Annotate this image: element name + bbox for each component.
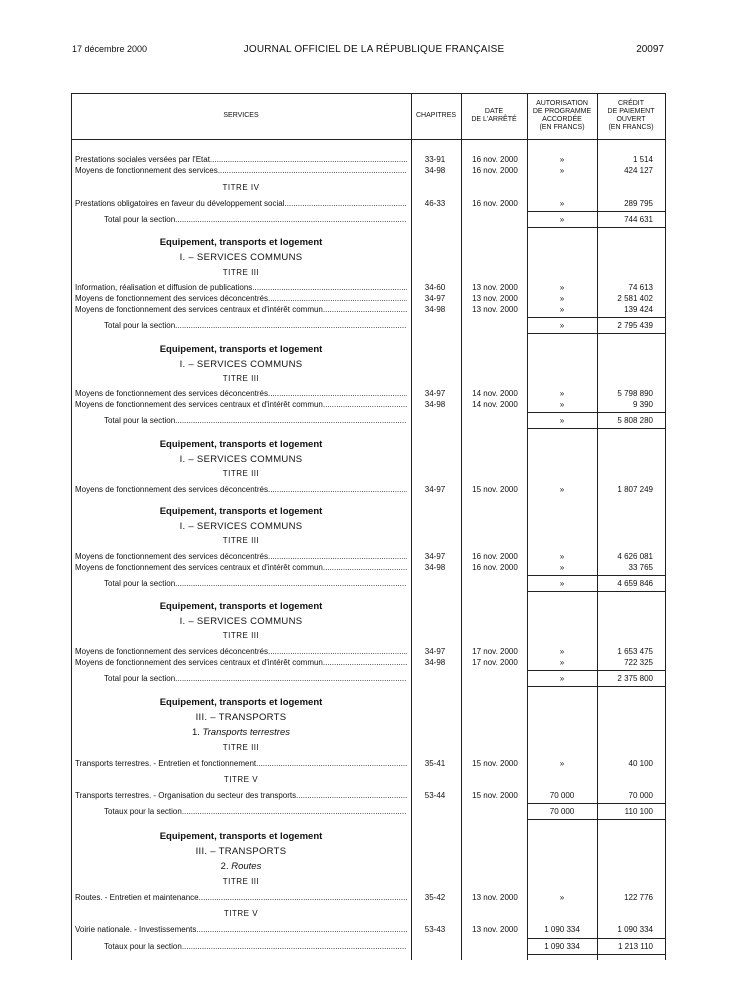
total-rule	[527, 412, 666, 413]
credit-cell: 1 514	[632, 155, 653, 164]
date-cell: 16 nov. 2000	[472, 199, 518, 208]
date-cell: 13 nov. 2000	[472, 305, 518, 314]
total-rule	[527, 803, 666, 804]
service-label: Information, réalisation et diffusion de publications .....	[75, 283, 407, 293]
chapitre-cell: 34-97	[424, 294, 446, 303]
date-cell: 16 nov. 2000	[472, 155, 518, 164]
journal-title: JOURNAL OFFICIEL DE LA RÉPUBLIQUE FRANÇAISE	[243, 44, 505, 55]
total-rule	[527, 575, 666, 576]
chapitre-cell: 35-42	[424, 893, 446, 902]
section-heading: Equipement, transports et logement	[159, 439, 323, 450]
service-label: Moyens de fonctionnement des services centraux et d'intérêt commun .....	[75, 400, 407, 410]
credit-cell: 2 581 402	[617, 294, 653, 303]
credit-cell: 5 808 280	[617, 416, 653, 425]
titre-label: TITRE III	[222, 536, 260, 545]
col-header-chapitres: CHAPITRES	[415, 112, 457, 119]
titre-label: TITRE III	[222, 743, 260, 752]
total-rule	[527, 317, 666, 318]
appropriations-table	[71, 93, 666, 960]
credit-cell: 1 653 475	[617, 647, 653, 656]
service-label: Moyens de fonctionnement des services .....	[75, 166, 407, 176]
autorisation-cell: 1 090 334	[544, 942, 580, 951]
total-label: Total pour la section .....	[104, 416, 407, 426]
autorisation-cell: »	[559, 389, 565, 398]
credit-cell: 722 325	[624, 658, 653, 667]
service-label: Moyens de fonctionnement des services centraux et d'intérêt commun .....	[75, 305, 407, 315]
titre-label: TITRE V	[223, 909, 259, 918]
section-sub-subheading	[71, 861, 411, 873]
total-label: Total pour la section .....	[104, 674, 407, 684]
credit-cell: 1 090 334	[617, 925, 653, 934]
chapitre-cell: 34-98	[424, 563, 446, 572]
service-label: Transports terrestres. - Entretien et fonctionnement .....	[75, 759, 407, 769]
credit-cell: 139 424	[624, 305, 653, 314]
date-cell: 14 nov. 2000	[472, 389, 518, 398]
subheading-text: Routes	[231, 861, 262, 872]
credit-cell: 1 807 249	[617, 485, 653, 494]
credit-cell: 40 100	[628, 759, 653, 768]
credit-cell: 70 000	[628, 791, 653, 800]
credit-cell: 74 613	[628, 283, 653, 292]
chapitre-cell: 46-33	[424, 199, 446, 208]
total-label: Total pour la section .....	[104, 579, 407, 589]
date-cell: 17 nov. 2000	[472, 658, 518, 667]
total-label: Totaux pour la section .....	[104, 942, 407, 952]
table-row	[71, 893, 666, 903]
titre-label: TITRE V	[223, 775, 259, 784]
total-row	[71, 416, 666, 426]
titre-label: TITRE III	[222, 631, 260, 640]
autorisation-cell: »	[559, 321, 565, 330]
date-cell: 16 nov. 2000	[472, 563, 518, 572]
total-rule	[527, 591, 666, 592]
date-cell: 14 nov. 2000	[472, 400, 518, 409]
titre-label: TITRE III	[222, 268, 260, 277]
total-rule	[527, 938, 666, 939]
table-row	[71, 294, 666, 304]
chapitre-cell: 34-98	[424, 400, 446, 409]
total-rule	[527, 686, 666, 687]
titre-label: TITRE III	[222, 469, 260, 478]
section-heading: Equipement, transports et logement	[159, 506, 323, 517]
credit-cell: 33 765	[628, 563, 653, 572]
table-row	[71, 658, 666, 668]
credit-cell: 5 798 890	[617, 389, 653, 398]
table-row	[71, 283, 666, 293]
date-cell: 13 nov. 2000	[472, 294, 518, 303]
chapitre-cell: 34-97	[424, 647, 446, 656]
chapitre-cell: 34-98	[424, 658, 446, 667]
section-heading: Equipement, transports et logement	[159, 697, 323, 708]
service-label: Voirie nationale. - Investissements .....	[75, 925, 407, 935]
section-heading: Equipement, transports et logement	[159, 344, 323, 355]
credit-cell: 289 795	[624, 199, 653, 208]
date-cell: 13 nov. 2000	[472, 925, 518, 934]
table-row	[71, 759, 666, 769]
credit-cell: 2 795 439	[617, 321, 653, 330]
chapitre-cell: 33-91	[424, 155, 446, 164]
date-cell: 15 nov. 2000	[472, 791, 518, 800]
credit-cell: 744 631	[624, 215, 653, 224]
credit-cell: 2 375 800	[617, 674, 653, 683]
titre-label: TITRE III	[222, 877, 260, 886]
credit-cell: 424 127	[624, 166, 653, 175]
section-subheading: III. – TRANSPORTS	[195, 846, 287, 857]
table-row	[71, 389, 666, 399]
table-row	[71, 791, 666, 801]
autorisation-cell: 70 000	[549, 807, 575, 816]
service-label: Moyens de fonctionnement des services déconcentrés .....	[75, 647, 407, 657]
autorisation-cell: 1 090 334	[544, 925, 580, 934]
table-row	[71, 305, 666, 315]
chapitre-cell: 34-97	[424, 389, 446, 398]
credit-cell: 110 100	[624, 807, 653, 816]
autorisation-cell: »	[559, 283, 565, 292]
total-rule	[527, 954, 666, 955]
service-label: Moyens de fonctionnement des services déconcentrés .....	[75, 552, 407, 562]
subheading-number: 2.	[220, 861, 229, 872]
section-subheading: I. – SERVICES COMMUNS	[179, 521, 303, 532]
autorisation-cell: »	[559, 658, 565, 667]
total-row	[71, 579, 666, 589]
total-rule	[527, 333, 666, 334]
section-subheading: I. – SERVICES COMMUNS	[179, 359, 303, 370]
section-heading: Equipement, transports et logement	[159, 831, 323, 842]
table-row	[71, 166, 666, 176]
total-label: Total pour la section .....	[104, 215, 407, 225]
total-rule	[527, 670, 666, 671]
credit-cell: 1 213 110	[618, 942, 653, 951]
total-row	[71, 321, 666, 331]
date-cell: 15 nov. 2000	[472, 759, 518, 768]
service-label: Moyens de fonctionnement des services centraux et d'intérêt commun .....	[75, 658, 407, 668]
table-row	[71, 563, 666, 573]
total-label: Totaux pour la section .....	[104, 807, 407, 817]
chapitre-cell: 34-97	[424, 552, 446, 561]
table-row	[71, 647, 666, 657]
total-rule	[527, 211, 666, 212]
total-label: Total pour la section .....	[104, 321, 407, 331]
table-row	[71, 925, 666, 935]
autorisation-cell: 70 000	[549, 791, 575, 800]
date-cell: 17 nov. 2000	[472, 647, 518, 656]
service-label: Moyens de fonctionnement des services centraux et d'intérêt commun .....	[75, 563, 407, 573]
autorisation-cell: »	[559, 893, 565, 902]
chapitre-cell: 34-97	[424, 485, 446, 494]
credit-cell: 122 776	[624, 893, 653, 902]
chapitre-cell: 34-98	[424, 166, 446, 175]
total-rule	[527, 428, 666, 429]
autorisation-cell: »	[559, 485, 565, 494]
autorisation-cell: »	[559, 759, 565, 768]
service-label: Moyens de fonctionnement des services déconcentrés .....	[75, 389, 407, 399]
service-label: Moyens de fonctionnement des services déconcentrés .....	[75, 485, 407, 495]
section-heading: Equipement, transports et logement	[159, 237, 323, 248]
autorisation-cell: »	[559, 674, 565, 683]
autorisation-cell: »	[559, 305, 565, 314]
credit-cell: 4 626 081	[617, 552, 653, 561]
chapitre-cell: 35-41	[424, 759, 446, 768]
date-cell: 16 nov. 2000	[472, 552, 518, 561]
credit-cell: 9 390	[632, 400, 653, 409]
service-label: Prestations obligatoires en faveur du développement social .....	[75, 199, 407, 209]
chapitre-cell: 53-43	[424, 925, 446, 934]
subheading-text: Transports terrestres	[202, 727, 291, 738]
chapitre-cell: 34-60	[424, 283, 446, 292]
col-header-credit: CRÉDIT DE PAIEMENT OUVERT (EN FRANCS)	[607, 100, 655, 131]
section-sub-subheading	[71, 727, 411, 739]
col-header-date: DATE DE L'ARRÊTÉ	[471, 108, 517, 123]
service-label: Transports terrestres. - Organisation du secteur des transports .....	[75, 791, 407, 801]
chapitre-cell: 34-98	[424, 305, 446, 314]
col-header-autorisation: AUTORISATION DE PROGRAMME ACCORDÉE (EN FRANCS)	[532, 100, 592, 131]
total-row	[71, 942, 666, 952]
table-row	[71, 400, 666, 410]
page-date: 17 décembre 2000	[72, 44, 148, 54]
col-header-services: SERVICES	[223, 112, 259, 119]
date-cell: 13 nov. 2000	[472, 283, 518, 292]
autorisation-cell: »	[559, 294, 565, 303]
section-subheading: III. – TRANSPORTS	[195, 712, 287, 723]
autorisation-cell: »	[559, 563, 565, 572]
autorisation-cell: »	[559, 155, 565, 164]
total-rule	[527, 819, 666, 820]
service-label: Routes. - Entretien et maintenance .....	[75, 893, 407, 903]
date-cell: 15 nov. 2000	[472, 485, 518, 494]
date-cell: 13 nov. 2000	[472, 893, 518, 902]
autorisation-cell: »	[559, 199, 565, 208]
autorisation-cell: »	[559, 416, 565, 425]
autorisation-cell: »	[559, 579, 565, 588]
date-cell: 16 nov. 2000	[472, 166, 518, 175]
service-label: Prestations sociales versées par l'Etat .....	[75, 155, 407, 165]
section-subheading: I. – SERVICES COMMUNS	[179, 454, 303, 465]
total-row	[71, 674, 666, 684]
section-subheading: I. – SERVICES COMMUNS	[179, 616, 303, 627]
chapitre-cell: 53-44	[424, 791, 446, 800]
total-row	[71, 807, 666, 817]
titre-label: TITRE III	[222, 374, 260, 383]
table-row	[71, 485, 666, 495]
section-subheading: I. – SERVICES COMMUNS	[179, 252, 303, 263]
table-row	[71, 552, 666, 562]
autorisation-cell: »	[559, 215, 565, 224]
titre-label: TITRE IV	[222, 183, 260, 192]
autorisation-cell: »	[559, 166, 565, 175]
table-row	[71, 155, 666, 165]
table-row	[71, 199, 666, 209]
autorisation-cell: »	[559, 647, 565, 656]
total-row	[71, 215, 666, 225]
autorisation-cell: »	[559, 552, 565, 561]
credit-cell: 4 659 846	[617, 579, 653, 588]
service-label: Moyens de fonctionnement des services déconcentrés .....	[75, 294, 407, 304]
total-rule	[527, 227, 666, 228]
section-heading: Equipement, transports et logement	[159, 601, 323, 612]
subheading-number: 1.	[191, 727, 200, 738]
page-number: 20097	[636, 44, 664, 55]
autorisation-cell: »	[559, 400, 565, 409]
